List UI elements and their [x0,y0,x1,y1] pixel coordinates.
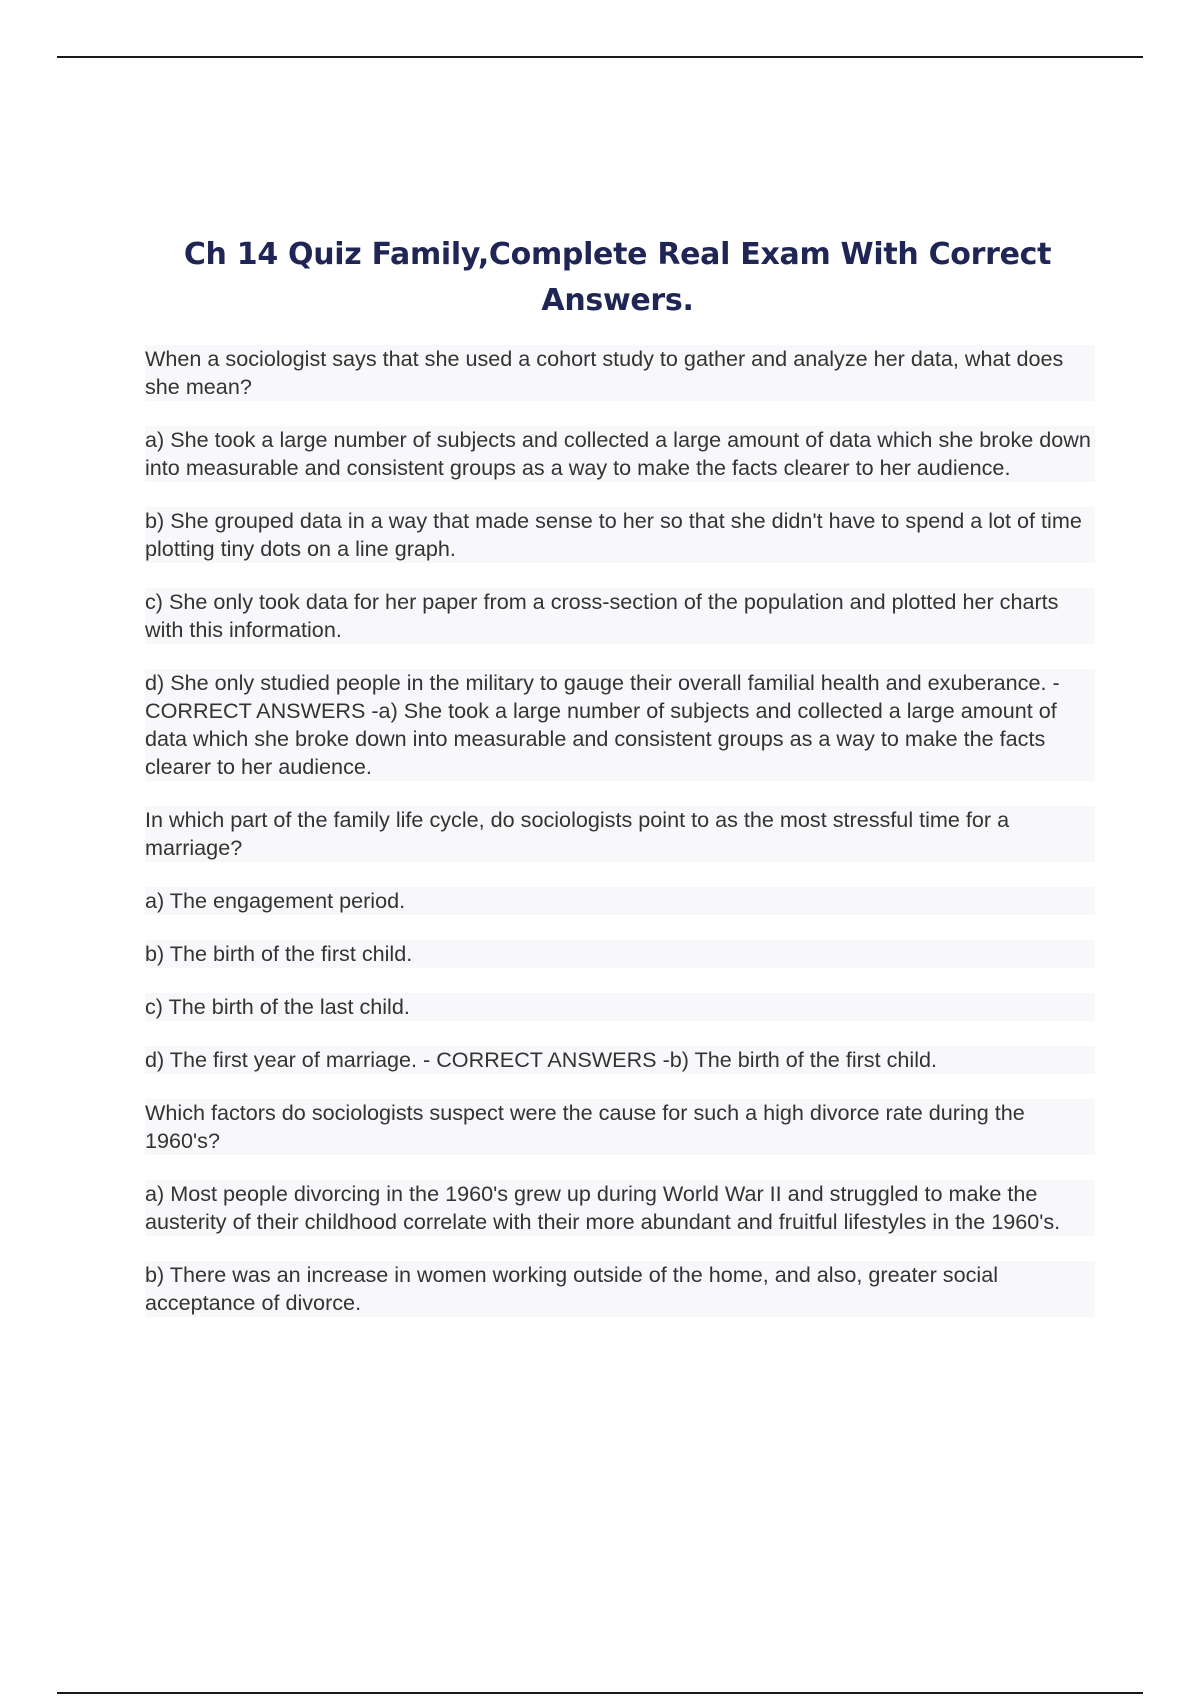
question-1: When a sociologist says that she used a cohort study to gather and analyze her data, what does she mean? [145,345,1095,401]
question-1-option-a: a) She took a large number of subjects and collected a large amount of data which she broke down into measurable and consistent groups as a way to make the facts clearer to her audience. [145,426,1095,482]
question-2-option-c: c) The birth of the last child. [145,993,1095,1021]
footer-rule [57,1692,1143,1694]
question-3-option-a: a) Most people divorcing in the 1960's grew up during World War II and struggled to make the austerity of their childhood correlate with their more abundant and fruitful lifestyles in the 1960's. [145,1180,1095,1236]
question-2: In which part of the family life cycle, do sociologists point to as the most stressful time for a marriage? [145,806,1095,862]
document-body [145,345,1095,1342]
question-1-option-c: c) She only took data for her paper from a cross-section of the population and plotted her charts with this information. [145,588,1095,644]
question-3: Which factors do sociologists suspect were the cause for such a high divorce rate during the 1960's? [145,1099,1095,1155]
question-1-option-d-answer: d) She only studied people in the military to gauge their overall familial health and exuberance. - CORRECT ANSWERS -a) She took a large number of subjects and collected a large amount of data which she broke down into measurable and consistent groups as a way to make the facts clearer to her audience. [145,669,1095,781]
question-3-option-b: b) There was an increase in women working outside of the home, and also, greater social acceptance of divorce. [145,1261,1095,1317]
question-1-option-b: b) She grouped data in a way that made sense to her so that she didn't have to spend a lot of time plotting tiny dots on a line graph. [145,507,1095,563]
question-2-option-d-answer: d) The first year of marriage. - CORRECT ANSWERS -b) The birth of the first child. [145,1046,1095,1074]
document-title: Ch 14 Quiz Family,Complete Real Exam With Correct Answers. [183,237,1052,318]
header-rule [57,56,1143,58]
question-2-option-b: b) The birth of the first child. [145,940,1095,968]
question-2-option-a: a) The engagement period. [145,887,1095,915]
